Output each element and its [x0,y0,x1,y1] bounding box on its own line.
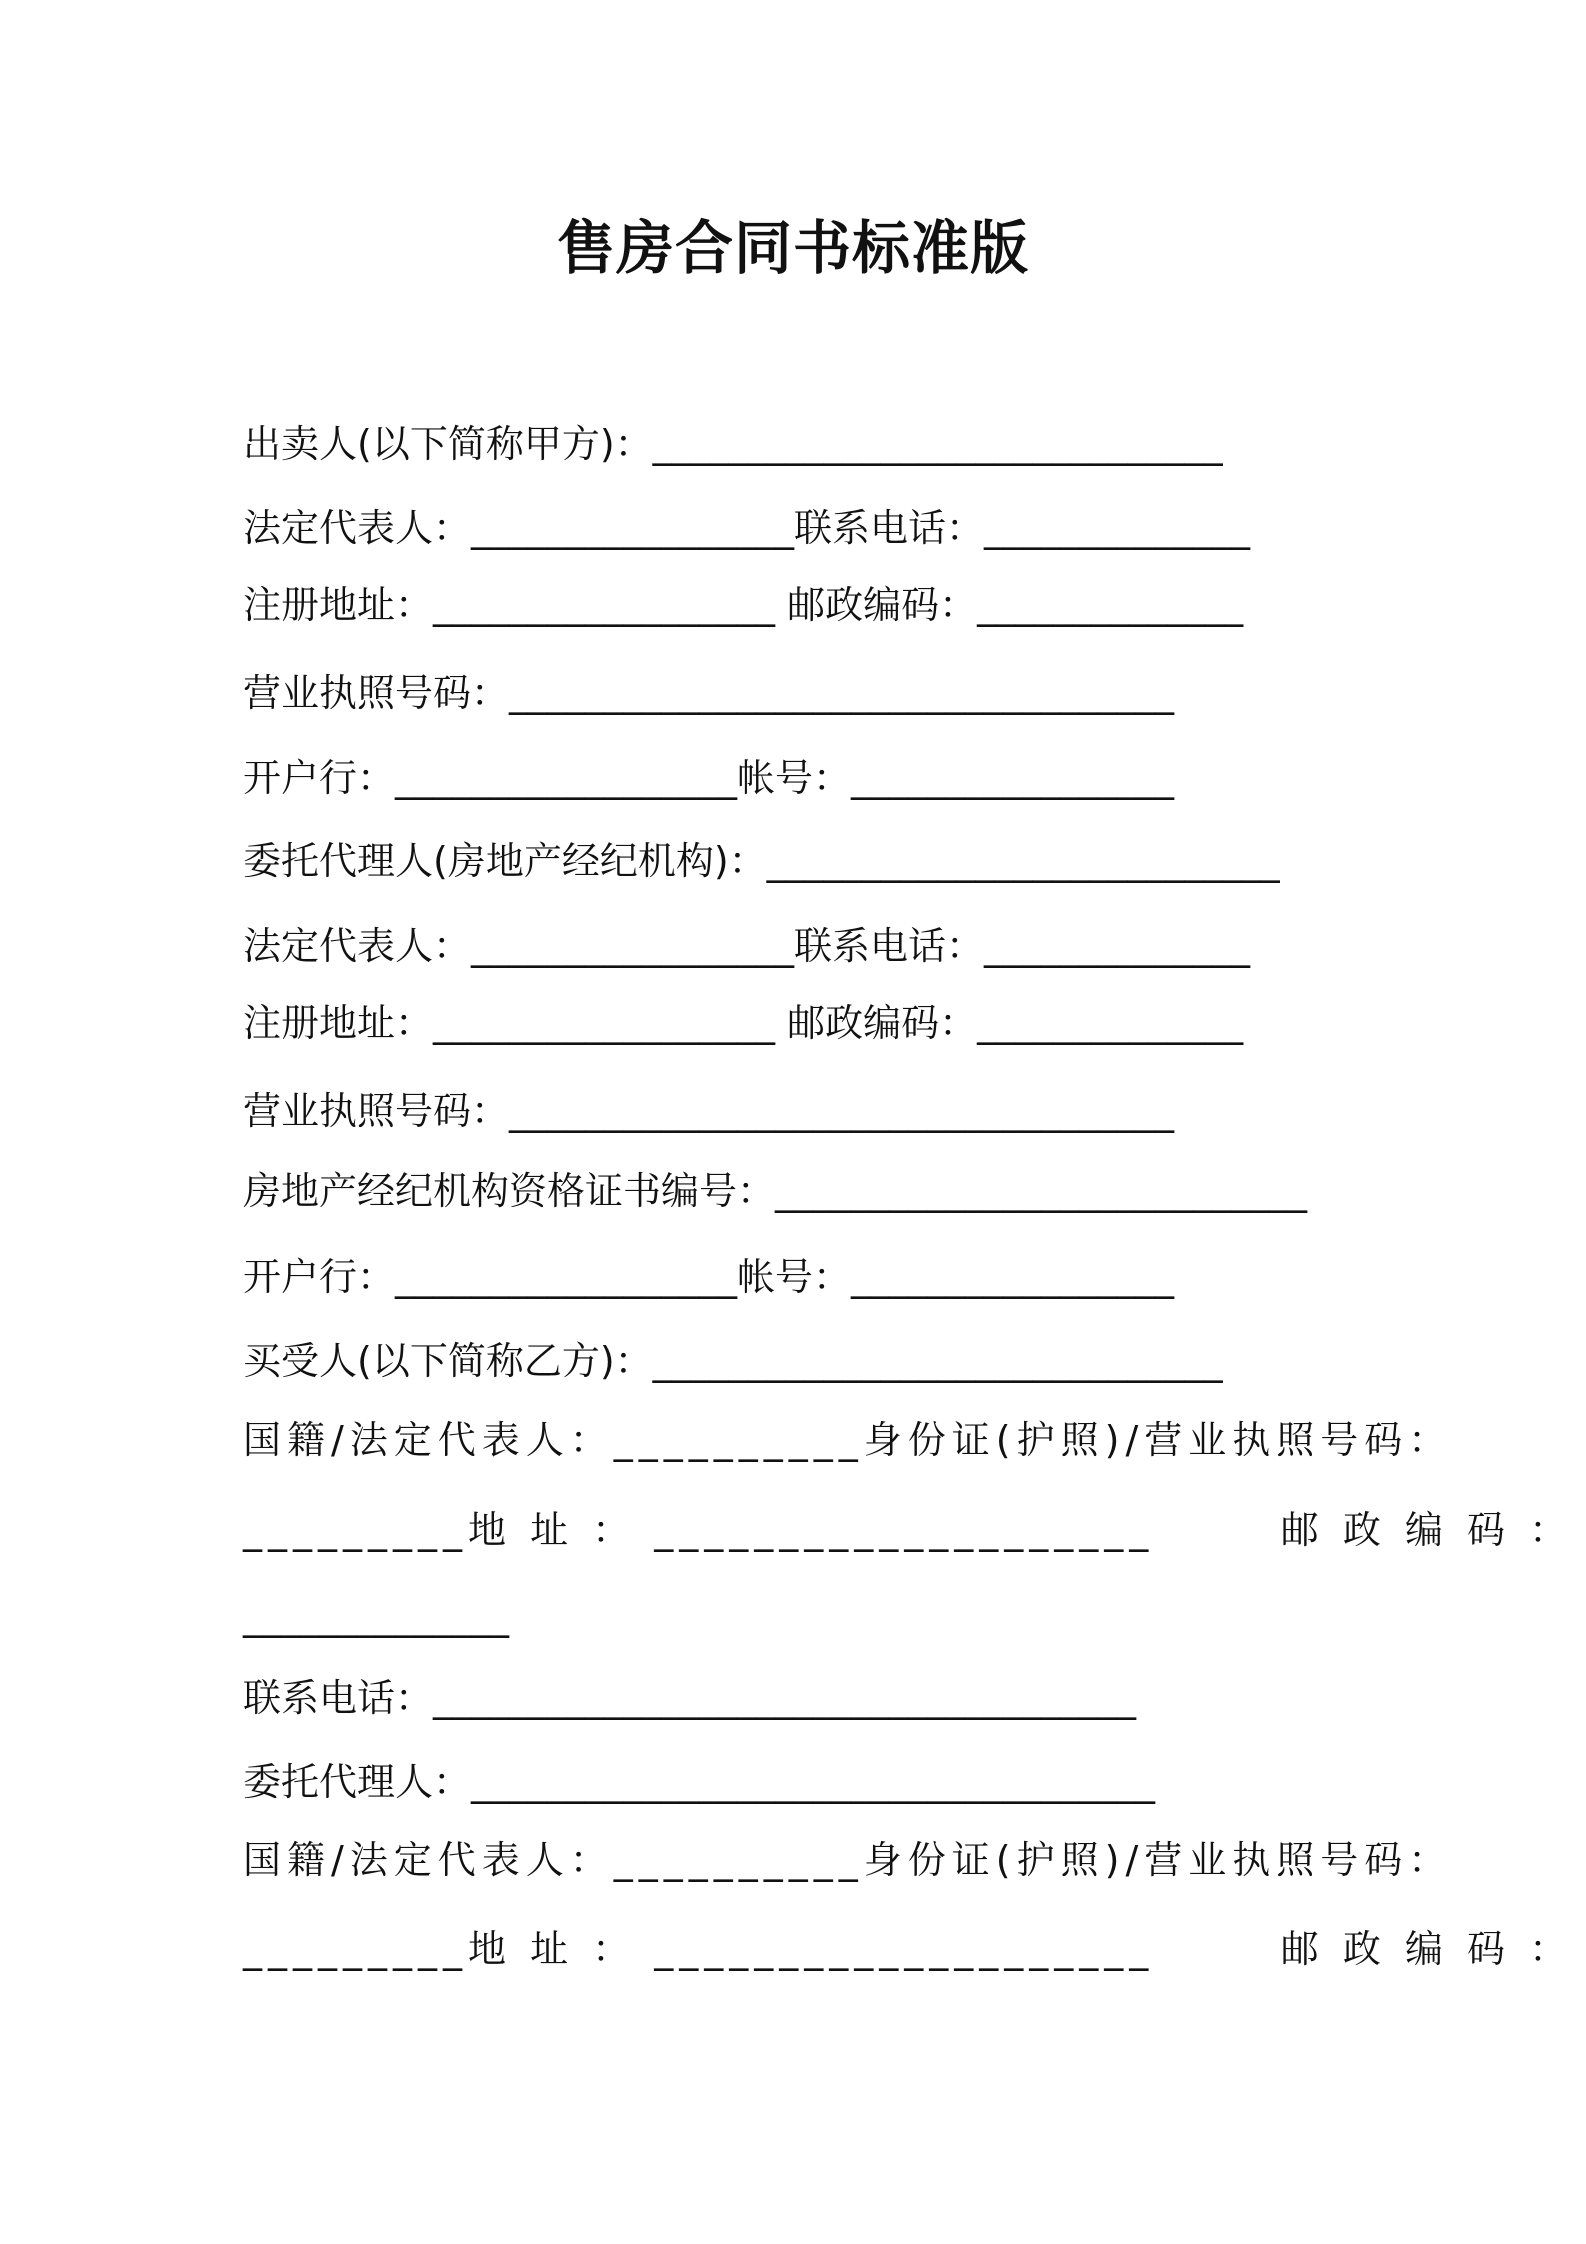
buyer-line: 买受人(以下简称乙方)：______________________________ [243,1339,1223,1383]
buyer-nationality-id-line: 国籍/法定代表人：__________身份证(护照)/营业执照号码： [243,1418,1453,1462]
buyer-agent-line: 委托代理人：____________________________________ [243,1760,1156,1804]
buyer-postcode-blank-line: ______________ [243,1594,509,1638]
agent-bank-account-line: 开户行：__________________帐号：_________________ [243,1255,1175,1299]
agent-business-license-line: 营业执照号码：___________________________________ [243,1089,1175,1133]
agent-agency-line: 委托代理人(房地产经纪机构)：___________________________ [243,839,1280,883]
buyer-phone-line: 联系电话：_____________________________________ [243,1676,1137,1720]
buyer-agent-nationality-id-line: 国籍/法定代表人：__________身份证(护照)/营业执照号码： [243,1838,1453,1882]
seller-bank-account-line: 开户行：__________________帐号：_________________ [243,756,1175,800]
buyer-agent-address-postcode-line: _________地 址 ： ____________________ 邮 政 编 码 ： [243,1927,1574,1971]
seller-address-postcode-line: 注册地址：__________________ 邮政编码：______________ [243,583,1244,627]
buyer-address-postcode-line: _________地 址 ： ____________________ 邮 政 编 码 ： [243,1508,1574,1552]
agent-address-postcode-line: 注册地址：__________________ 邮政编码：______________ [243,1001,1244,1045]
seller-line: 出卖人(以下简称甲方)：______________________________ [243,422,1223,466]
seller-business-license-line: 营业执照号码：___________________________________ [243,671,1175,715]
document-title: 售房合同书标准版 [556,214,1029,282]
seller-legal-rep-phone-line: 法定代表人：_________________联系电话：______________ [243,506,1251,550]
agent-certificate-number-line: 房地产经纪机构资格证书编号：____________________________ [243,1169,1308,1213]
agent-legal-rep-phone-line: 法定代表人：_________________联系电话：______________ [243,924,1251,968]
